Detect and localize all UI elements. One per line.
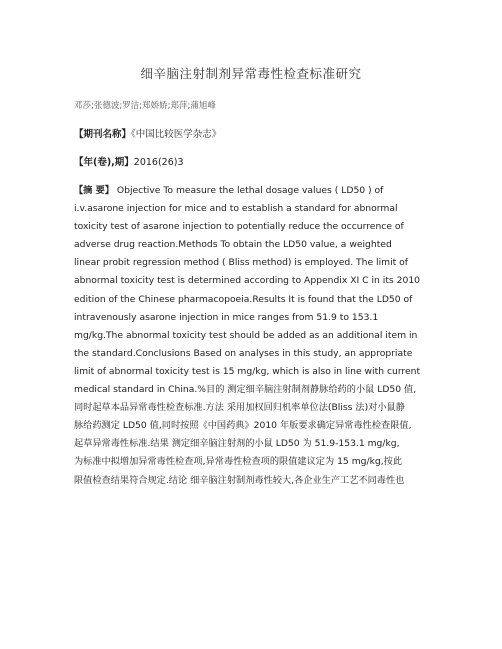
abstract-line: linear probit regression method ( Bliss method) is employed. The limit of <box>74 257 409 269</box>
abstract-line: the standard.Conclusions Based on analyses in this study, an appropriate <box>74 347 413 359</box>
abstract-block <box>74 182 434 490</box>
abstract-line <box>74 182 434 200</box>
abstract-line: toxicity test of asarone injection to potentially reduce the occurrence of <box>74 221 404 233</box>
abstract-line: adverse drug reaction.Methods To obtain the LD50 value, a weighted <box>74 239 392 251</box>
abstract-line: i.v.asarone injection for mice and to establish a standard for abnormal <box>74 203 398 215</box>
abstract-line: edition of the Chinese pharmacopoeia.Results It is found that the LD50 of <box>74 293 413 305</box>
year-issue-label: 【年(卷),期】 <box>74 157 134 168</box>
abstract-line: abnormal toxicity test is determined according to Appendix XI C in its 2010 <box>74 275 421 287</box>
abstract-line: intravenously asarone injection in mice ranges from 51.9 to 153.1 <box>74 311 379 323</box>
journal-name-label: 【期刊名称】 <box>74 129 132 140</box>
abstract-line: 起草异常毒性标准.结果 测定细辛脑注射剂的小鼠 LD50 为 51.9-153.1 mg/kg, <box>74 438 400 450</box>
document-title: 细辛脑注射制剂异常毒性检查标准研究 <box>140 66 362 81</box>
abstract-line: 脉给药测定 LD50 值,同时按照《中国药典》2010 年版要求确定异常毒性检查限值, <box>74 420 412 432</box>
abstract-line: limit of abnormal toxicity test is 15 mg/kg, which is also in line with current <box>74 365 421 377</box>
abstract-line: mg/kg.The abnormal toxicity test should be added as an additional item in <box>74 329 418 341</box>
abstract-line: 为标准中拟增加异常毒性检查项,异常毒性检查项的限值建议定为 15 mg/kg,按此 <box>74 456 403 468</box>
year-issue-value: 2016(26)3 <box>133 157 184 168</box>
journal-name-row <box>74 126 221 140</box>
author-list: 邓莎;张德波;罗洁;郑娇娇;郑萍;蒲旭峰 <box>74 101 216 111</box>
abstract-text: Objective To measure the lethal dosage values ( LD50 ) of <box>116 185 384 196</box>
abstract-label: 【摘 要】 <box>74 185 114 196</box>
abstract-line: 限值检查结果符合规定.结论 细辛脑注射制剂毒性较大,各企业生产工艺不同毒性也 <box>74 474 405 486</box>
journal-name-value: 《中国比较医学杂志》 <box>131 129 222 140</box>
abstract-line: medical standard in China.%目的 测定细辛脑注射制剂静脉给药的小鼠 LD50 值, <box>74 384 417 396</box>
year-issue-row <box>74 154 184 168</box>
abstract-line: 同时起草本品异常毒性检查标准.方法 采用加权回归机率单位法(Bliss 法)对小鼠静 <box>74 402 405 414</box>
